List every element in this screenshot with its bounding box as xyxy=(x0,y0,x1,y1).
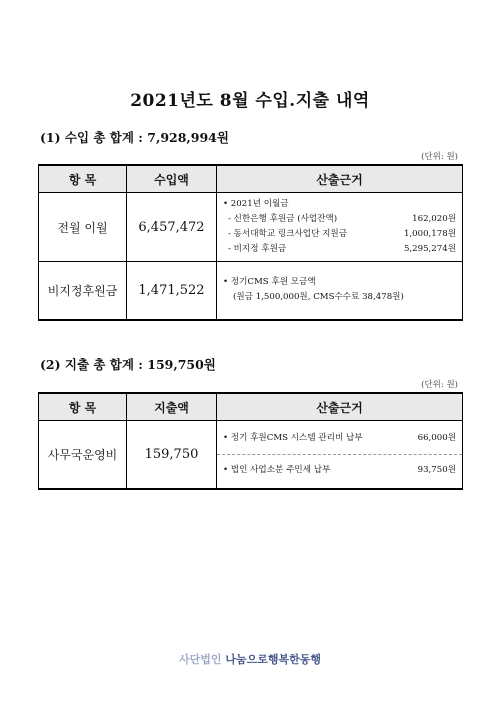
basis-line: • 2021년 이월금 xyxy=(223,199,289,209)
basis-line: • 정기 후원CMS 시스템 관리비 납부 66,000원 xyxy=(223,432,456,443)
income-header-row xyxy=(39,165,463,193)
row-basis xyxy=(217,262,463,320)
table-row xyxy=(39,193,463,262)
row-item: 전월 이월 xyxy=(39,193,127,262)
row-amount: 1,471,522 xyxy=(127,262,217,320)
table-row xyxy=(39,421,463,489)
row-amount: 6,457,472 xyxy=(127,193,217,262)
basis-line: • 법인 사업소분 주민세 납부 93,750원 xyxy=(223,464,456,475)
organization-logo-text xyxy=(0,651,500,667)
expense-unit-note: (단위: 원) xyxy=(421,380,458,390)
expense-total-heading: (2) 지출 총 합계 : 159,750원 xyxy=(40,357,216,372)
row-basis xyxy=(217,193,463,262)
header-amount: 수입액 xyxy=(127,165,217,193)
header-amount: 지출액 xyxy=(127,393,217,421)
divider xyxy=(217,454,462,455)
income-total-heading: (1) 수입 총 합계 : 7,928,994원 xyxy=(40,130,229,145)
basis-line: (원금 1,500,000원, CMS수수료 38,478원) xyxy=(233,292,404,303)
income-unit-note: (단위: 원) xyxy=(421,152,458,162)
footer-name: 나눔으로행복한동행 xyxy=(225,653,321,666)
row-basis xyxy=(217,421,463,489)
header-item: 항 목 xyxy=(39,393,127,421)
basis-line: - 신한은행 후원금 (사업잔액) 162,020원 xyxy=(228,214,456,224)
footer-prefix: 사단법인 xyxy=(179,653,222,666)
row-amount: 159,750 xyxy=(127,421,217,489)
header-item: 항 목 xyxy=(39,165,127,193)
expense-table xyxy=(38,392,463,490)
table-row xyxy=(39,262,463,320)
basis-line: - 동서대학교 링크사업단 지원금 1,000,178원 xyxy=(228,229,456,239)
header-basis: 산출근거 xyxy=(217,393,463,421)
page-title: 2021년도 8월 수입.지출 내역 xyxy=(130,91,370,111)
basis-line: - 비지정 후원금 5,295,274원 xyxy=(228,244,456,254)
row-item: 사무국운영비 xyxy=(39,421,127,489)
income-table xyxy=(38,164,463,321)
expense-header-row xyxy=(39,393,463,421)
basis-line: • 정기CMS 후원 모금액 xyxy=(223,277,316,288)
row-item: 비지정후원금 xyxy=(39,262,127,320)
header-basis: 산출근거 xyxy=(217,165,463,193)
